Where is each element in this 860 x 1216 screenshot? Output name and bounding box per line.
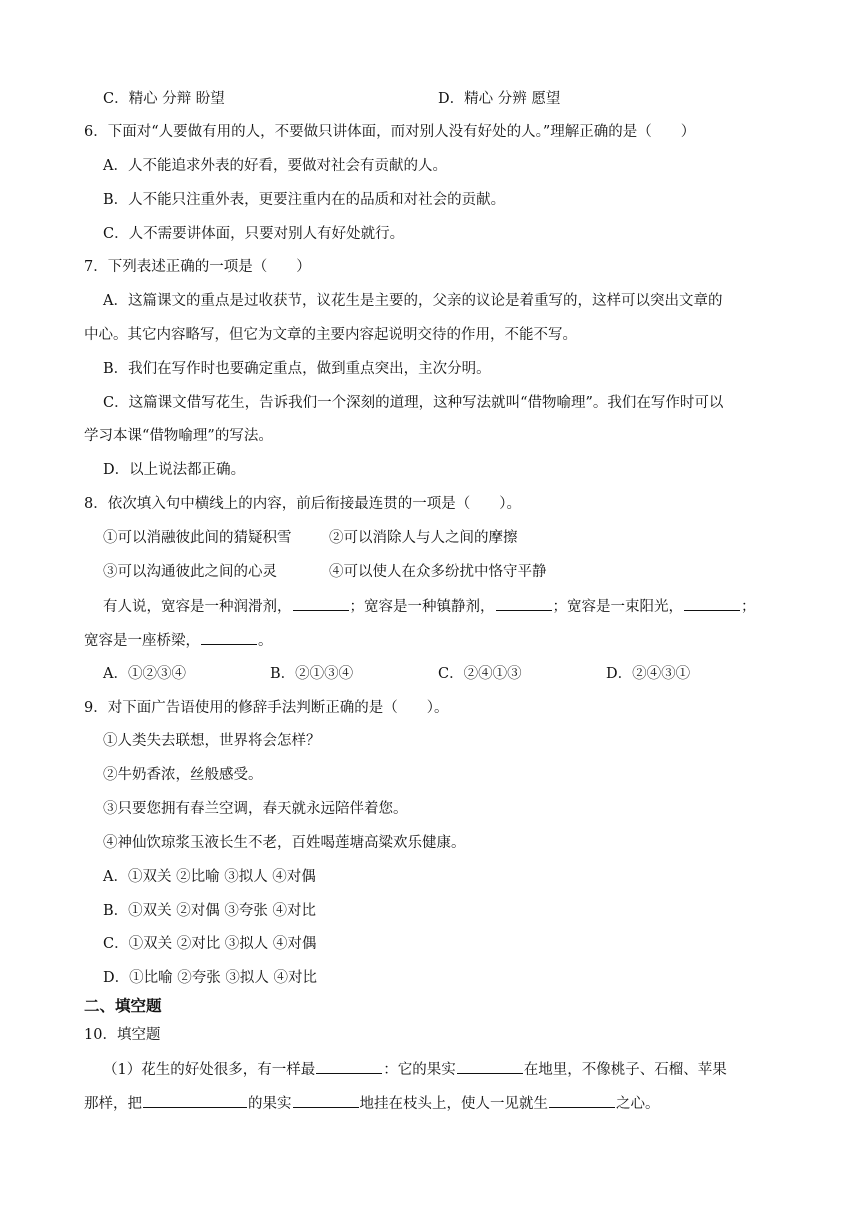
q6-option-a: A．人不能追求外表的好看，要做对社会有贡献的人。 [103, 158, 447, 174]
q10-line1 [103, 1059, 727, 1080]
answer-blank[interactable] [316, 1059, 382, 1074]
answer-blank[interactable] [143, 1093, 247, 1108]
q8-sentence-part2: ；宽容是一种镇静剂， [349, 599, 495, 615]
q6-option-c: C．人不需要讲体面，只要对别人有好处就行。 [103, 226, 405, 242]
q9-ad-4: ④神仙饮琼浆玉液长生不老，百姓喝莲塘高粱欢乐健康。 [103, 835, 466, 851]
answer-blank[interactable] [293, 1093, 359, 1108]
q9-option-c: C．①双关 ②对比 ③拟人 ④对偶 [103, 936, 317, 952]
q8-item-2: ②可以消除人与人之间的摩擦 [329, 530, 518, 546]
q5-option-c: C．精心 分辩 盼望 [103, 91, 225, 107]
q7-option-c-line1: C．这篇课文借写花生，告诉我们一个深刻的道理，这种写法就叫“借物喻理”。我们在写作时可以 [103, 395, 724, 411]
q9-ad-2: ②牛奶香浓，丝般感受。 [103, 767, 263, 783]
q8-option-c: C．②④①③ [438, 666, 522, 682]
q8-option-d: D．②④③① [606, 666, 691, 682]
q8-sentence-part6: 。 [258, 633, 273, 649]
q7-option-c-line2: 学习本课“借物喻理”的写法。 [84, 428, 273, 444]
q8-sentence-line1 [103, 596, 756, 617]
q10-text-1a: （1）花生的好处很多，有一样最 [103, 1062, 316, 1078]
q7-option-d: D．以上说法都正确。 [103, 462, 246, 478]
answer-blank[interactable] [496, 596, 552, 611]
q8-item-3: ③可以沟通彼此之间的心灵 [103, 564, 277, 580]
q8-sentence-part3: ；宽容是一束阳光， [552, 599, 683, 615]
q9-option-d: D．①比喻 ②夸张 ③拟人 ④对比 [103, 970, 317, 986]
q9-option-a: A．①双关 ②比喻 ③拟人 ④对偶 [103, 869, 316, 885]
q10-text-2b: 的果实 [248, 1096, 292, 1112]
q8-sentence-part1: 有人说，宽容是一种润滑剂， [103, 599, 292, 615]
q8-sentence-part4: ； [741, 599, 756, 615]
q8-option-b: B．②①③④ [270, 666, 354, 682]
q6-option-b: B．人不能只注重外表，更要注重内在的品质和对社会的贡献。 [103, 192, 506, 208]
q6-stem: 6．下面对“人要做有用的人，不要做只讲体面，而对别人没有好处的人。”理解正确的是（ ） [84, 124, 696, 140]
q7-option-a-line1: A．这篇课文的重点是过收获节，议花生是主要的，父亲的议论是着重写的，这样可以突出文章的 [103, 293, 723, 309]
q10-text-2d: 之心。 [616, 1096, 660, 1112]
q10-text-2a: 那样，把 [84, 1096, 142, 1112]
q10-line2 [84, 1093, 660, 1114]
q5-option-d: D．精心 分辨 愿望 [438, 91, 561, 107]
answer-blank[interactable] [293, 596, 349, 611]
q9-ad-1: ①人类失去联想，世界将会怎样？ [103, 733, 321, 749]
section-heading: 二、填空题 [84, 997, 162, 1015]
q8-stem: 8．依次填入句中横线上的内容，前后衔接最连贯的一项是（ ）。 [84, 496, 521, 512]
q8-item-4: ④可以使人在众多纷扰中恪守平静 [329, 564, 547, 580]
q8-item-1: ①可以消融彼此间的猜疑积雪 [103, 530, 292, 546]
q7-option-b: B．我们在写作时也要确定重点，做到重点突出，主次分明。 [103, 361, 491, 377]
answer-blank[interactable] [549, 1093, 615, 1108]
answer-blank[interactable] [457, 1059, 523, 1074]
q10-text-2c: 地挂在枝头上，使人一见就生 [359, 1096, 548, 1112]
q10-text-1b: ：它的果实 [383, 1062, 456, 1078]
q8-sentence-line2 [84, 630, 273, 651]
q9-option-b: B．①双关 ②对偶 ③夸张 ④对比 [103, 903, 316, 919]
q7-option-a-line2: 中心。其它内容略写，但它为文章的主要内容起说明交待的作用，不能不写。 [84, 327, 577, 343]
q7-stem: 7．下列表述正确的一项是（ ） [84, 259, 311, 275]
q9-stem: 9．对下面广告语使用的修辞手法判断正确的是（ ）。 [84, 700, 449, 716]
q8-sentence-part5: 宽容是一座桥梁， [84, 633, 200, 649]
q10-text-1c: 在地里，不像桃子、石榴、苹果 [523, 1062, 727, 1078]
answer-blank[interactable] [684, 596, 740, 611]
q9-ad-3: ③只要您拥有春兰空调，春天就永远陪伴着您。 [103, 801, 408, 817]
q8-option-a: A．①②③④ [103, 666, 186, 682]
q10-stem: 10．填空题 [84, 1027, 161, 1043]
answer-blank[interactable] [201, 630, 257, 645]
